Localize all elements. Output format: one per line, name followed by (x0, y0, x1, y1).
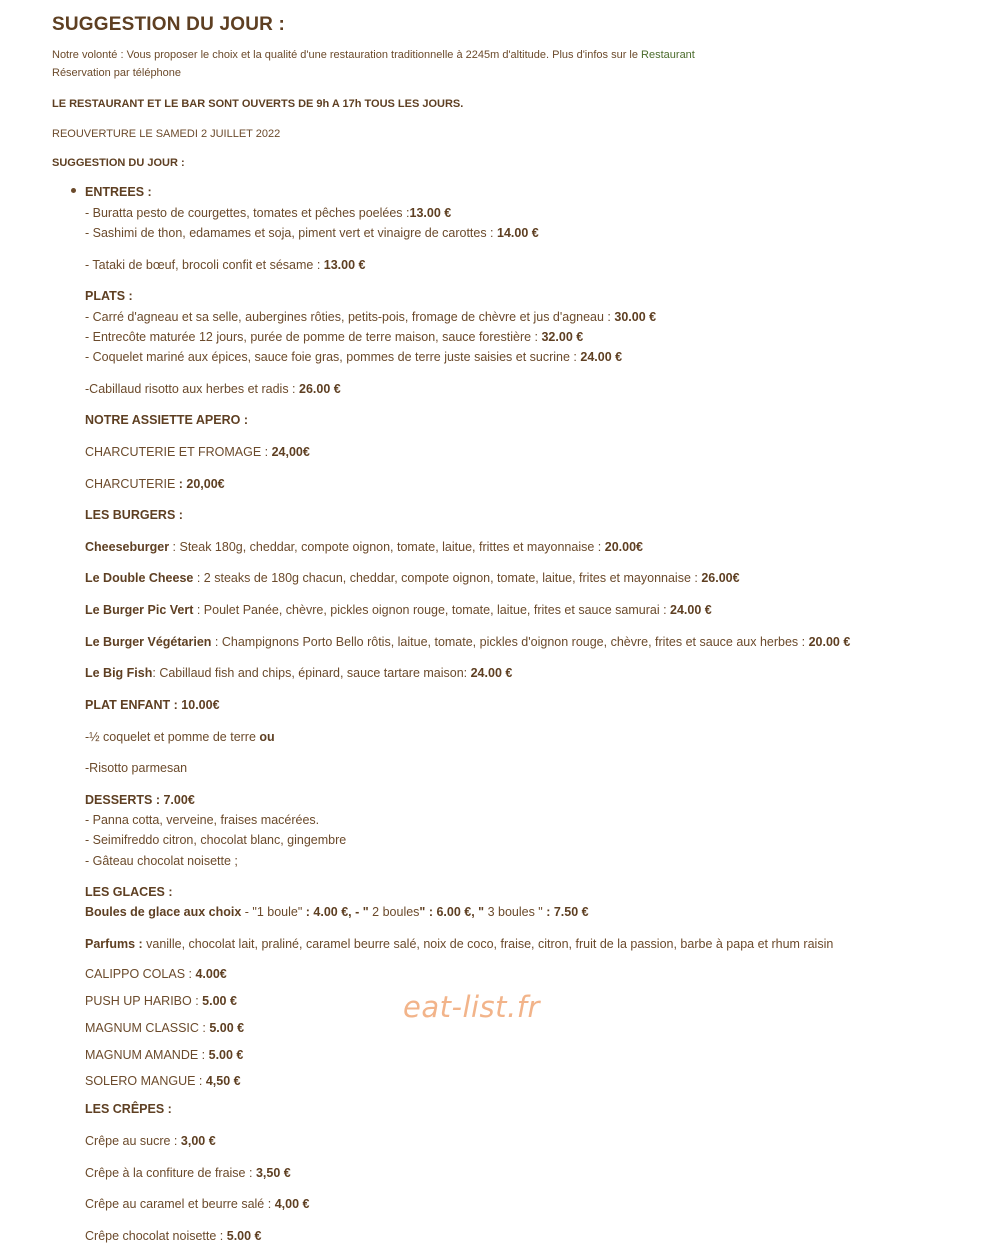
list-item: - Entrecôte maturée 12 jours, purée de pomme de terre maison, sauce forestière : 32.00 € (85, 330, 584, 344)
glaces-heading: LES GLACES : (85, 885, 173, 899)
list-item: Crêpe au caramel et beurre salé : 4,00 € (85, 1197, 310, 1211)
list-item: CALIPPO COLAS : 4.00€ (85, 967, 227, 981)
list-item: PUSH UP HARIBO : 5.00 € (85, 994, 237, 1008)
enfant-heading: PLAT ENFANT : 10.00€ (85, 698, 220, 712)
burgers-heading: LES BURGERS : (85, 508, 183, 522)
intro-line (52, 49, 695, 61)
bullet-icon (71, 188, 76, 193)
list-item: Boules de glace aux choix - "1 boule" : 4.00 €, - " 2 boules" : 6.00 €, " 3 boules " : 7.50 € (85, 905, 589, 919)
list-item: MAGNUM AMANDE : 5.00 € (85, 1048, 244, 1062)
section-subtitle: SUGGESTION DU JOUR : (52, 157, 185, 169)
list-item: -Cabillaud risotto aux herbes et radis : 26.00 € (85, 382, 341, 396)
list-item: - Coquelet mariné aux épices, sauce foie gras, pommes de terre juste saisies et sucrine : 24.00 € (85, 350, 623, 364)
entrees-heading: ENTREES : (85, 185, 152, 199)
list-item: - Buratta pesto de courgettes, tomates et pêches poelées :13.00 € (85, 206, 452, 220)
desserts-heading: DESSERTS : 7.00€ (85, 793, 195, 807)
opening-hours: LE RESTAURANT ET LE BAR SONT OUVERTS DE 9h A 17h TOUS LES JOURS. (52, 98, 464, 110)
apero-heading: NOTRE ASSIETTE APERO : (85, 413, 248, 427)
restaurant-link[interactable]: Restaurant (641, 49, 695, 61)
list-item: CHARCUTERIE ET FROMAGE : 24,00€ (85, 445, 310, 459)
list-item: Le Double Cheese : 2 steaks de 180g chacun, cheddar, compote oignon, tomate, laitue, frites et mayonnaise : 26.00€ (85, 571, 740, 585)
list-item: Parfums : vanille, chocolat lait, praliné, caramel beurre salé, noix de coco, fraise, citron, fruit de la passion, barbe à papa et rhum raisin (85, 937, 834, 951)
list-item: Cheeseburger : Steak 180g, cheddar, compote oignon, tomate, laitue, frittes et mayonnaise : 20.00€ (85, 540, 643, 554)
reopening-date: REOUVERTURE LE SAMEDI 2 JUILLET 2022 (52, 128, 281, 140)
intro-text: Notre volonté : Vous proposer le choix et la qualité d'une restauration traditionnelle à 2245m d'altitude. Plus d'infos sur le (52, 49, 642, 61)
list-item: - Sashimi de thon, edamames et soja, piment vert et vinaigre de carottes : 14.00 € (85, 226, 539, 240)
list-item: Le Burger Végétarien : Champignons Porto Bello rôtis, laitue, tomate, pickles d'oignon rouge, chèvre, frites et sauce aux herbes : 20.00 € (85, 635, 851, 649)
list-item: Crêpe chocolat noisette : 5.00 € (85, 1229, 262, 1243)
list-item: - Panna cotta, verveine, fraises macérées. (85, 813, 320, 827)
list-item: Le Big Fish: Cabillaud fish and chips, épinard, sauce tartare maison: 24.00 € (85, 666, 513, 680)
list-item: CHARCUTERIE : 20,00€ (85, 477, 225, 491)
list-item: Le Burger Pic Vert : Poulet Panée, chèvre, pickles oignon rouge, tomate, laitue, frites et sauce samurai : 24.00 € (85, 603, 712, 617)
list-item: MAGNUM CLASSIC : 5.00 € (85, 1021, 245, 1035)
list-item: - Seimifreddo citron, chocolat blanc, gingembre (85, 833, 347, 847)
watermark: eat-list.fr (403, 990, 540, 1024)
list-item: Crêpe au sucre : 3,00 € (85, 1134, 216, 1148)
list-item: - Gâteau chocolat noisette ; (85, 854, 238, 868)
reservation-text: Réservation par téléphone (52, 67, 182, 79)
list-item: -Risotto parmesan (85, 761, 188, 775)
page-title: SUGGESTION DU JOUR : (52, 14, 286, 35)
list-item: SOLERO MANGUE : 4,50 € (85, 1074, 241, 1088)
list-item: - Carré d'agneau et sa selle, aubergines rôties, petits-pois, fromage de chèvre et jus d'agneau : 30.00 € (85, 310, 657, 324)
list-item: -½ coquelet et pomme de terre ou (85, 730, 275, 744)
list-item: - Tataki de bœuf, brocoli confit et sésame : 13.00 € (85, 258, 366, 272)
list-item: Crêpe à la confiture de fraise : 3,50 € (85, 1166, 291, 1180)
plats-heading: PLATS : (85, 289, 133, 303)
crepes-heading: LES CRÊPES : (85, 1102, 172, 1116)
